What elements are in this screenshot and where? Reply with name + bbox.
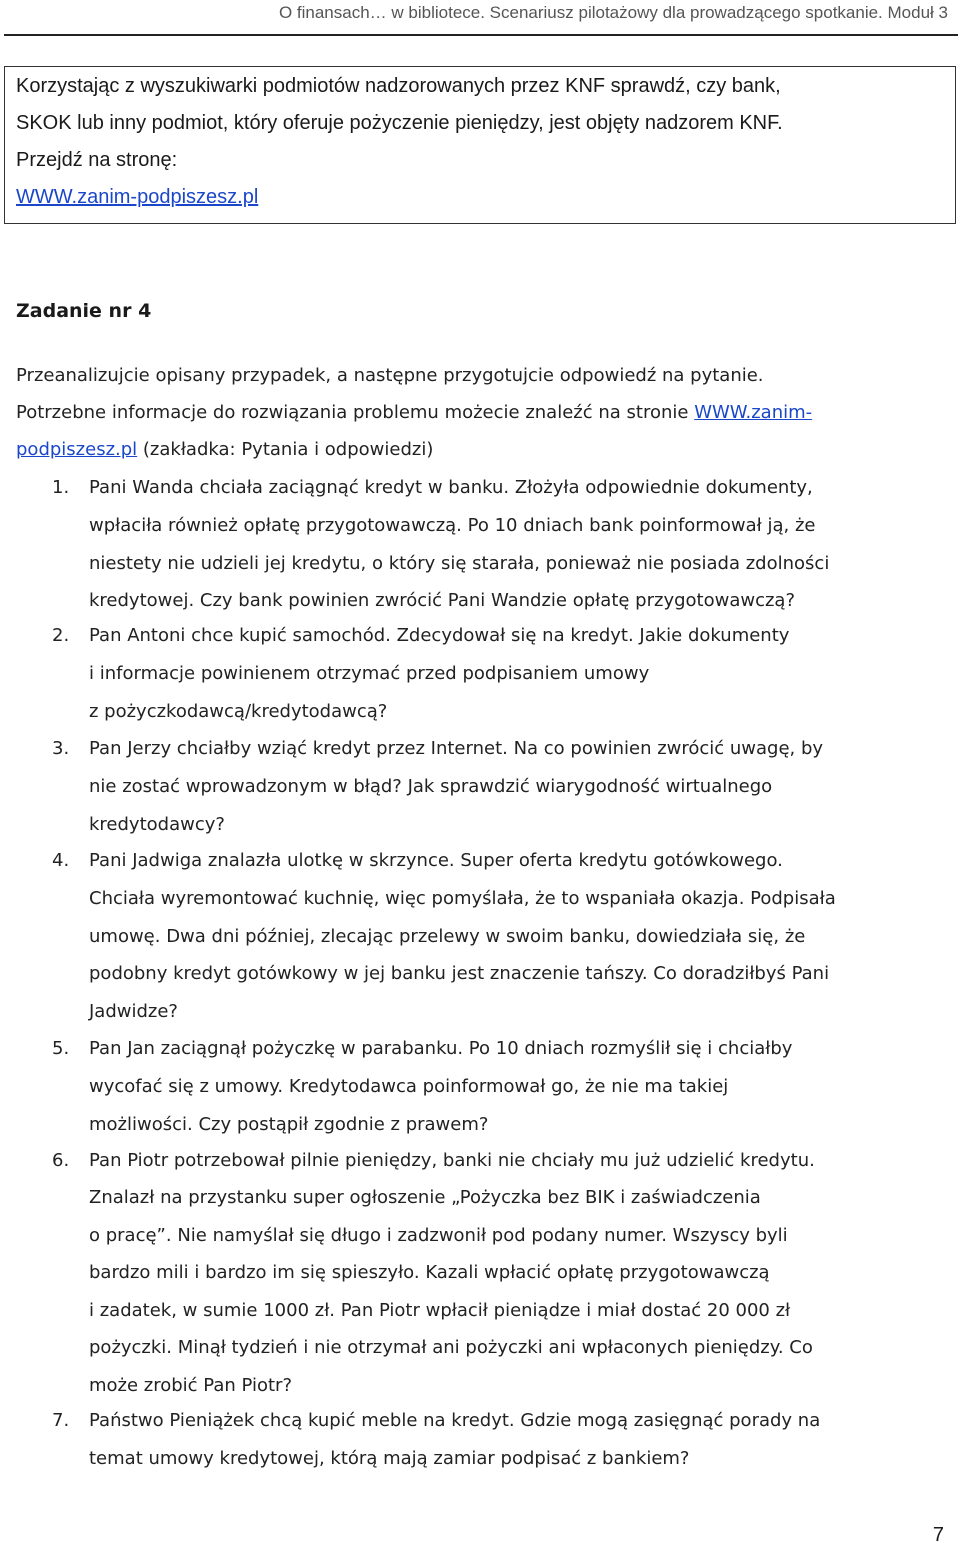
question-line: może zrobić Pan Piotr? (89, 1375, 292, 1396)
question-line: niestety nie udzieli jej kredytu, o który się starała, ponieważ nie posiada zdolności (89, 553, 830, 574)
task-intro-line-3 (16, 439, 433, 460)
question-number: 1. (52, 477, 70, 498)
question-line: Pan Antoni chce kupić samochód. Zdecydował się na kredyt. Jakie dokumenty (89, 625, 790, 646)
question-line: kredytodawcy? (89, 814, 225, 835)
question-line: i informacje powinienem otrzymać przed podpisaniem umowy (89, 663, 650, 684)
intro-link-part1[interactable]: WWW.zanim- (694, 402, 813, 423)
question-line: podobny kredyt gotówkowy w jej banku jest znaczenie tańszy. Co doradziłbyś Pani (89, 963, 830, 984)
question-line: Chciała wyremontować kuchnię, więc pomyślała, że to wspaniała okazja. Podpisała (89, 888, 836, 909)
intro-tab-note: (zakładka: Pytania i odpowiedzi) (137, 439, 434, 460)
task-intro-line-1: Przeanalizujcie opisany przypadek, a następne przygotujcie odpowiedź na pytanie. (16, 365, 764, 386)
question-line: bardzo mili i bardzo im się spieszyło. Kazali wpłacić opłatę przygotowawczą (89, 1262, 770, 1283)
task-intro-line-2 (16, 402, 812, 423)
question-line: Pan Jan zaciągnął pożyczkę w parabanku. Po 10 dniach rozmyślił się i chciałby (89, 1038, 793, 1059)
question-line: Państwo Pieniążek chcą kupić meble na kredyt. Gdzie mogą zasięgnąć porady na (89, 1410, 821, 1431)
page-number: 7 (932, 1524, 944, 1546)
info-box-line-3: Przejdź na stronę: (16, 149, 178, 171)
question-number: 2. (52, 625, 70, 646)
question-number: 5. (52, 1038, 70, 1059)
question-line: Pan Piotr potrzebował pilnie pieniędzy, banki nie chciały mu już udzielić kredytu. (89, 1150, 815, 1171)
question-line: i zadatek, w sumie 1000 zł. Pan Piotr wpłacił pieniądze i miał dostać 20 000 zł (89, 1300, 791, 1321)
question-line: wpłaciła również opłatę przygotowawczą. Po 10 dniach bank poinformował ją, że (89, 515, 816, 536)
info-box-line-1: Korzystając z wyszukiwarki podmiotów nadzorowanych przez KNF sprawdź, czy bank, (16, 75, 781, 97)
info-box (4, 66, 956, 224)
question-number: 4. (52, 850, 70, 871)
info-box-line-2: SKOK lub inny podmiot, który oferuje pożyczenie pieniędzy, jest objęty nadzorem KNF. (16, 112, 783, 134)
question-line: pożyczki. Minął tydzień i nie otrzymał ani pożyczki ani wpłaconych pieniędzy. Co (89, 1337, 813, 1358)
question-number: 3. (52, 738, 70, 759)
zanim-podpiszesz-link[interactable]: WWW.zanim-podpiszesz.pl (16, 186, 259, 208)
question-line: kredytowej. Czy bank powinien zwrócić Pani Wandzie opłatę przygotowawczą? (89, 590, 796, 611)
question-line: Pan Jerzy chciałby wziąć kredyt przez Internet. Na co powinien zwrócić uwagę, by (89, 738, 824, 759)
question-line: o pracę”. Nie namyślał się długo i zadzwonił pod podany numer. Wszyscy byli (89, 1225, 788, 1246)
question-line: wycofać się z umowy. Kredytodawca poinformował go, że nie ma takiej (89, 1076, 729, 1097)
question-number: 6. (52, 1150, 70, 1171)
task-title: Zadanie nr 4 (16, 300, 152, 322)
question-line: Pani Jadwiga znalazła ulotkę w skrzynce. Super oferta kredytu gotówkowego. (89, 850, 783, 871)
running-header: O finansach… w bibliotece. Scenariusz pilotażowy dla prowadzącego spotkanie. Moduł 3 (278, 3, 948, 22)
intro-link-part2[interactable]: podpiszesz.pl (16, 439, 138, 460)
question-line: z pożyczkodawcą/kredytodawcą? (89, 701, 388, 722)
question-line: możliwości. Czy postąpił zgodnie z prawem? (89, 1114, 489, 1135)
task-intro-text: Potrzebne informacje do rozwiązania problemu możecie znaleźć na stronie (16, 402, 695, 423)
question-line: temat umowy kredytowej, którą mają zamiar podpisać z bankiem? (89, 1448, 690, 1469)
header-rule (4, 34, 958, 36)
question-number: 7. (52, 1410, 70, 1431)
question-line: Jadwidze? (89, 1001, 178, 1022)
question-line: nie zostać wprowadzonym w błąd? Jak sprawdzić wiarygodność wirtualnego (89, 776, 773, 797)
question-line: Pani Wanda chciała zaciągnąć kredyt w banku. Złożyła odpowiednie dokumenty, (89, 477, 813, 498)
question-line: Znalazł na przystanku super ogłoszenie „Pożyczka bez BIK i zaświadczenia (89, 1187, 761, 1208)
question-line: umowę. Dwa dni później, zlecając przelewy w swoim banku, dowiedziała się, że (89, 926, 806, 947)
